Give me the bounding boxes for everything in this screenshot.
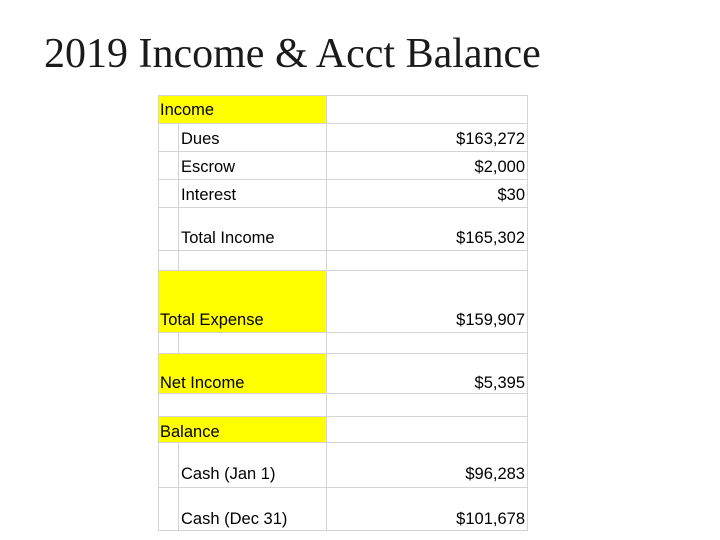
gridline	[158, 95, 528, 96]
row-value-interest: $30	[497, 186, 525, 204]
cash-jan-value: $96,283	[465, 465, 525, 483]
gridline	[326, 95, 327, 531]
gridline	[158, 151, 528, 152]
gridline	[158, 393, 528, 394]
gridline	[158, 353, 528, 354]
cash-dec-value: $101,678	[456, 510, 525, 528]
total-income-label: Total Income	[181, 229, 275, 247]
total-income-value: $165,302	[456, 229, 525, 247]
gridline	[158, 442, 528, 443]
row-label-escrow: Escrow	[181, 158, 236, 176]
cash-dec-label: Cash (Dec 31)	[181, 510, 288, 528]
net-income-value: $5,395	[474, 374, 525, 392]
row-value-dues: $163,272	[456, 130, 525, 148]
row-label-interest: Interest	[181, 186, 237, 204]
row-value-escrow: $2,000	[474, 158, 525, 176]
gridline	[178, 442, 179, 530]
gridline	[178, 332, 179, 353]
gridline	[158, 270, 528, 271]
gridline	[527, 95, 528, 531]
balance-header: Balance	[160, 423, 220, 441]
gridline	[158, 179, 528, 180]
gridline	[158, 95, 159, 531]
gridline	[158, 332, 528, 333]
total-expense-label: Total Expense	[160, 311, 264, 329]
income-header: Income	[160, 101, 215, 119]
gridline	[158, 123, 528, 124]
cash-jan-label: Cash (Jan 1)	[181, 465, 276, 483]
gridline	[158, 487, 528, 488]
gridline	[178, 123, 179, 270]
spreadsheet	[158, 95, 528, 531]
gridline	[158, 207, 528, 208]
gridline	[158, 530, 528, 531]
gridline	[158, 250, 528, 251]
row-label-dues: Dues	[181, 130, 220, 148]
gridline	[158, 416, 528, 417]
total-expense-value: $159,907	[456, 311, 525, 329]
slide-title: 2019 Income & Acct Balance	[44, 31, 541, 77]
net-income-label: Net Income	[160, 374, 245, 392]
